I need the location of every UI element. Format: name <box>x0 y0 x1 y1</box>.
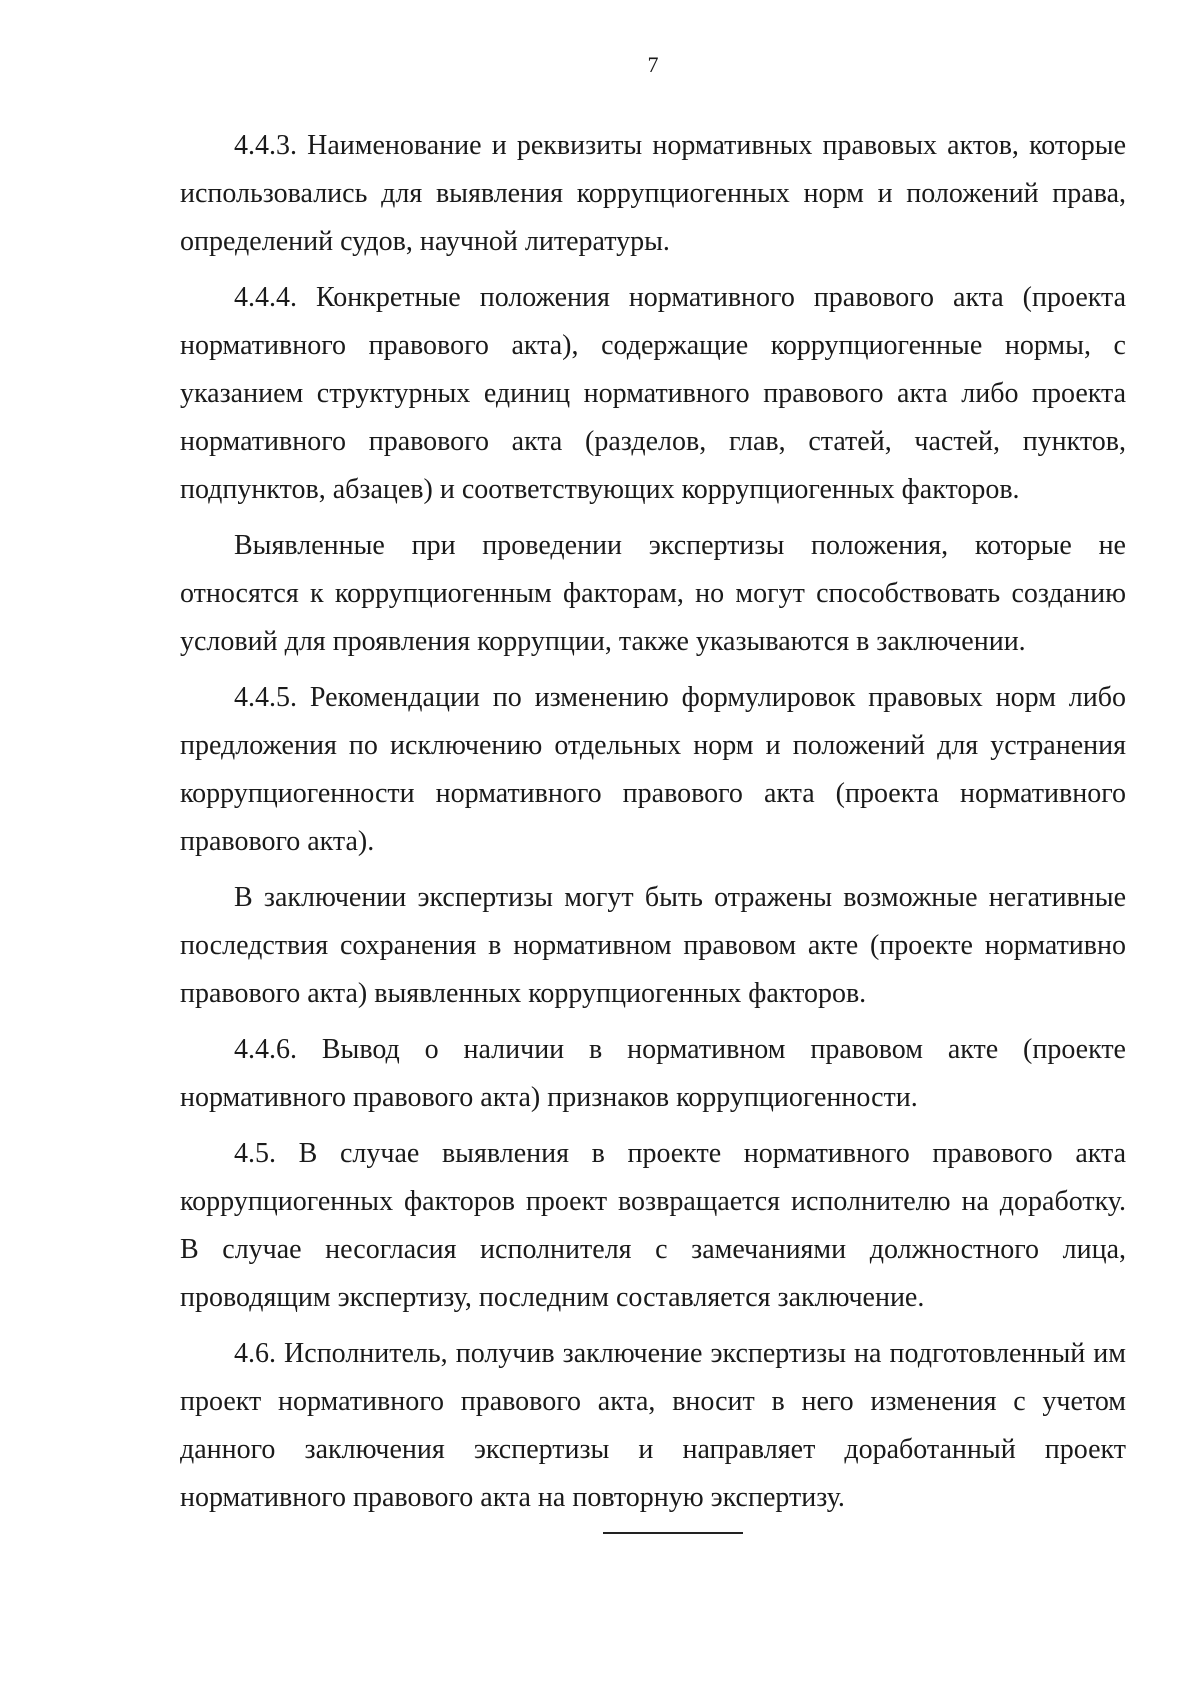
page-number: 7 <box>647 52 659 77</box>
paragraph-4-6: 4.6. Исполнитель, получив заключение экспертизы на подготовленный им проект нормативного правового акта, вносит в него изменения с учетом данного заключения экспертизы и направляет доработанный проект нормативного правового акта на повторную экспертизу. <box>180 1338 1126 1513</box>
paragraph-4-4-3: 4.4.3. Наименование и реквизиты нормативных правовых актов, которые использовались для выявления коррупциогенных норм и положений права, определений судов, научной литературы. <box>180 130 1126 257</box>
paragraph-4-4-4: 4.4.4. Конкретные положения нормативного правового акта (проекта нормативного правового акта), содержащие коррупциогенные нормы, с указанием структурных единиц нормативного правового акта либо проекта нормативного правового акта (разделов, глав, статей, частей, пунктов, подпунктов, абзацев) и соответствующих коррупциогенных факторов. <box>180 282 1126 505</box>
paragraph-4-4-6: 4.4.6. Вывод о наличии в нормативном правовом акте (проекте нормативного правового акта) признаков коррупциогенности. <box>180 1034 1126 1113</box>
paragraph-4-5: 4.5. В случае выявления в проекте нормативного правового акта коррупциогенных факторов проект возвращается исполнителю на доработку. В случае несогласия исполнителя с замечаниями должностного лица, проводящим экспертизу, последним составляется заключение. <box>180 1138 1126 1313</box>
document-body <box>180 122 1126 1530</box>
paragraph-negative-consequences: В заключении экспертизы могут быть отражены возможные негативные последствия сохранения в нормативном правовом акте (проекте нормативно правового акта) выявленных коррупциогенных факторов. <box>180 882 1126 1009</box>
end-separator-line <box>603 1532 743 1534</box>
paragraph-identified-provisions: Выявленные при проведении экспертизы положения, которые не относятся к коррупциогенным факторам, но могут способствовать созданию условий для проявления коррупции, также указываются в заключении. <box>180 530 1126 657</box>
paragraph-4-4-5: 4.4.5. Рекомендации по изменению формулировок правовых норм либо предложения по исключению отдельных норм и положений для устранения коррупциогенности нормативного правового акта (проекта нормативного правового акта). <box>180 682 1126 857</box>
